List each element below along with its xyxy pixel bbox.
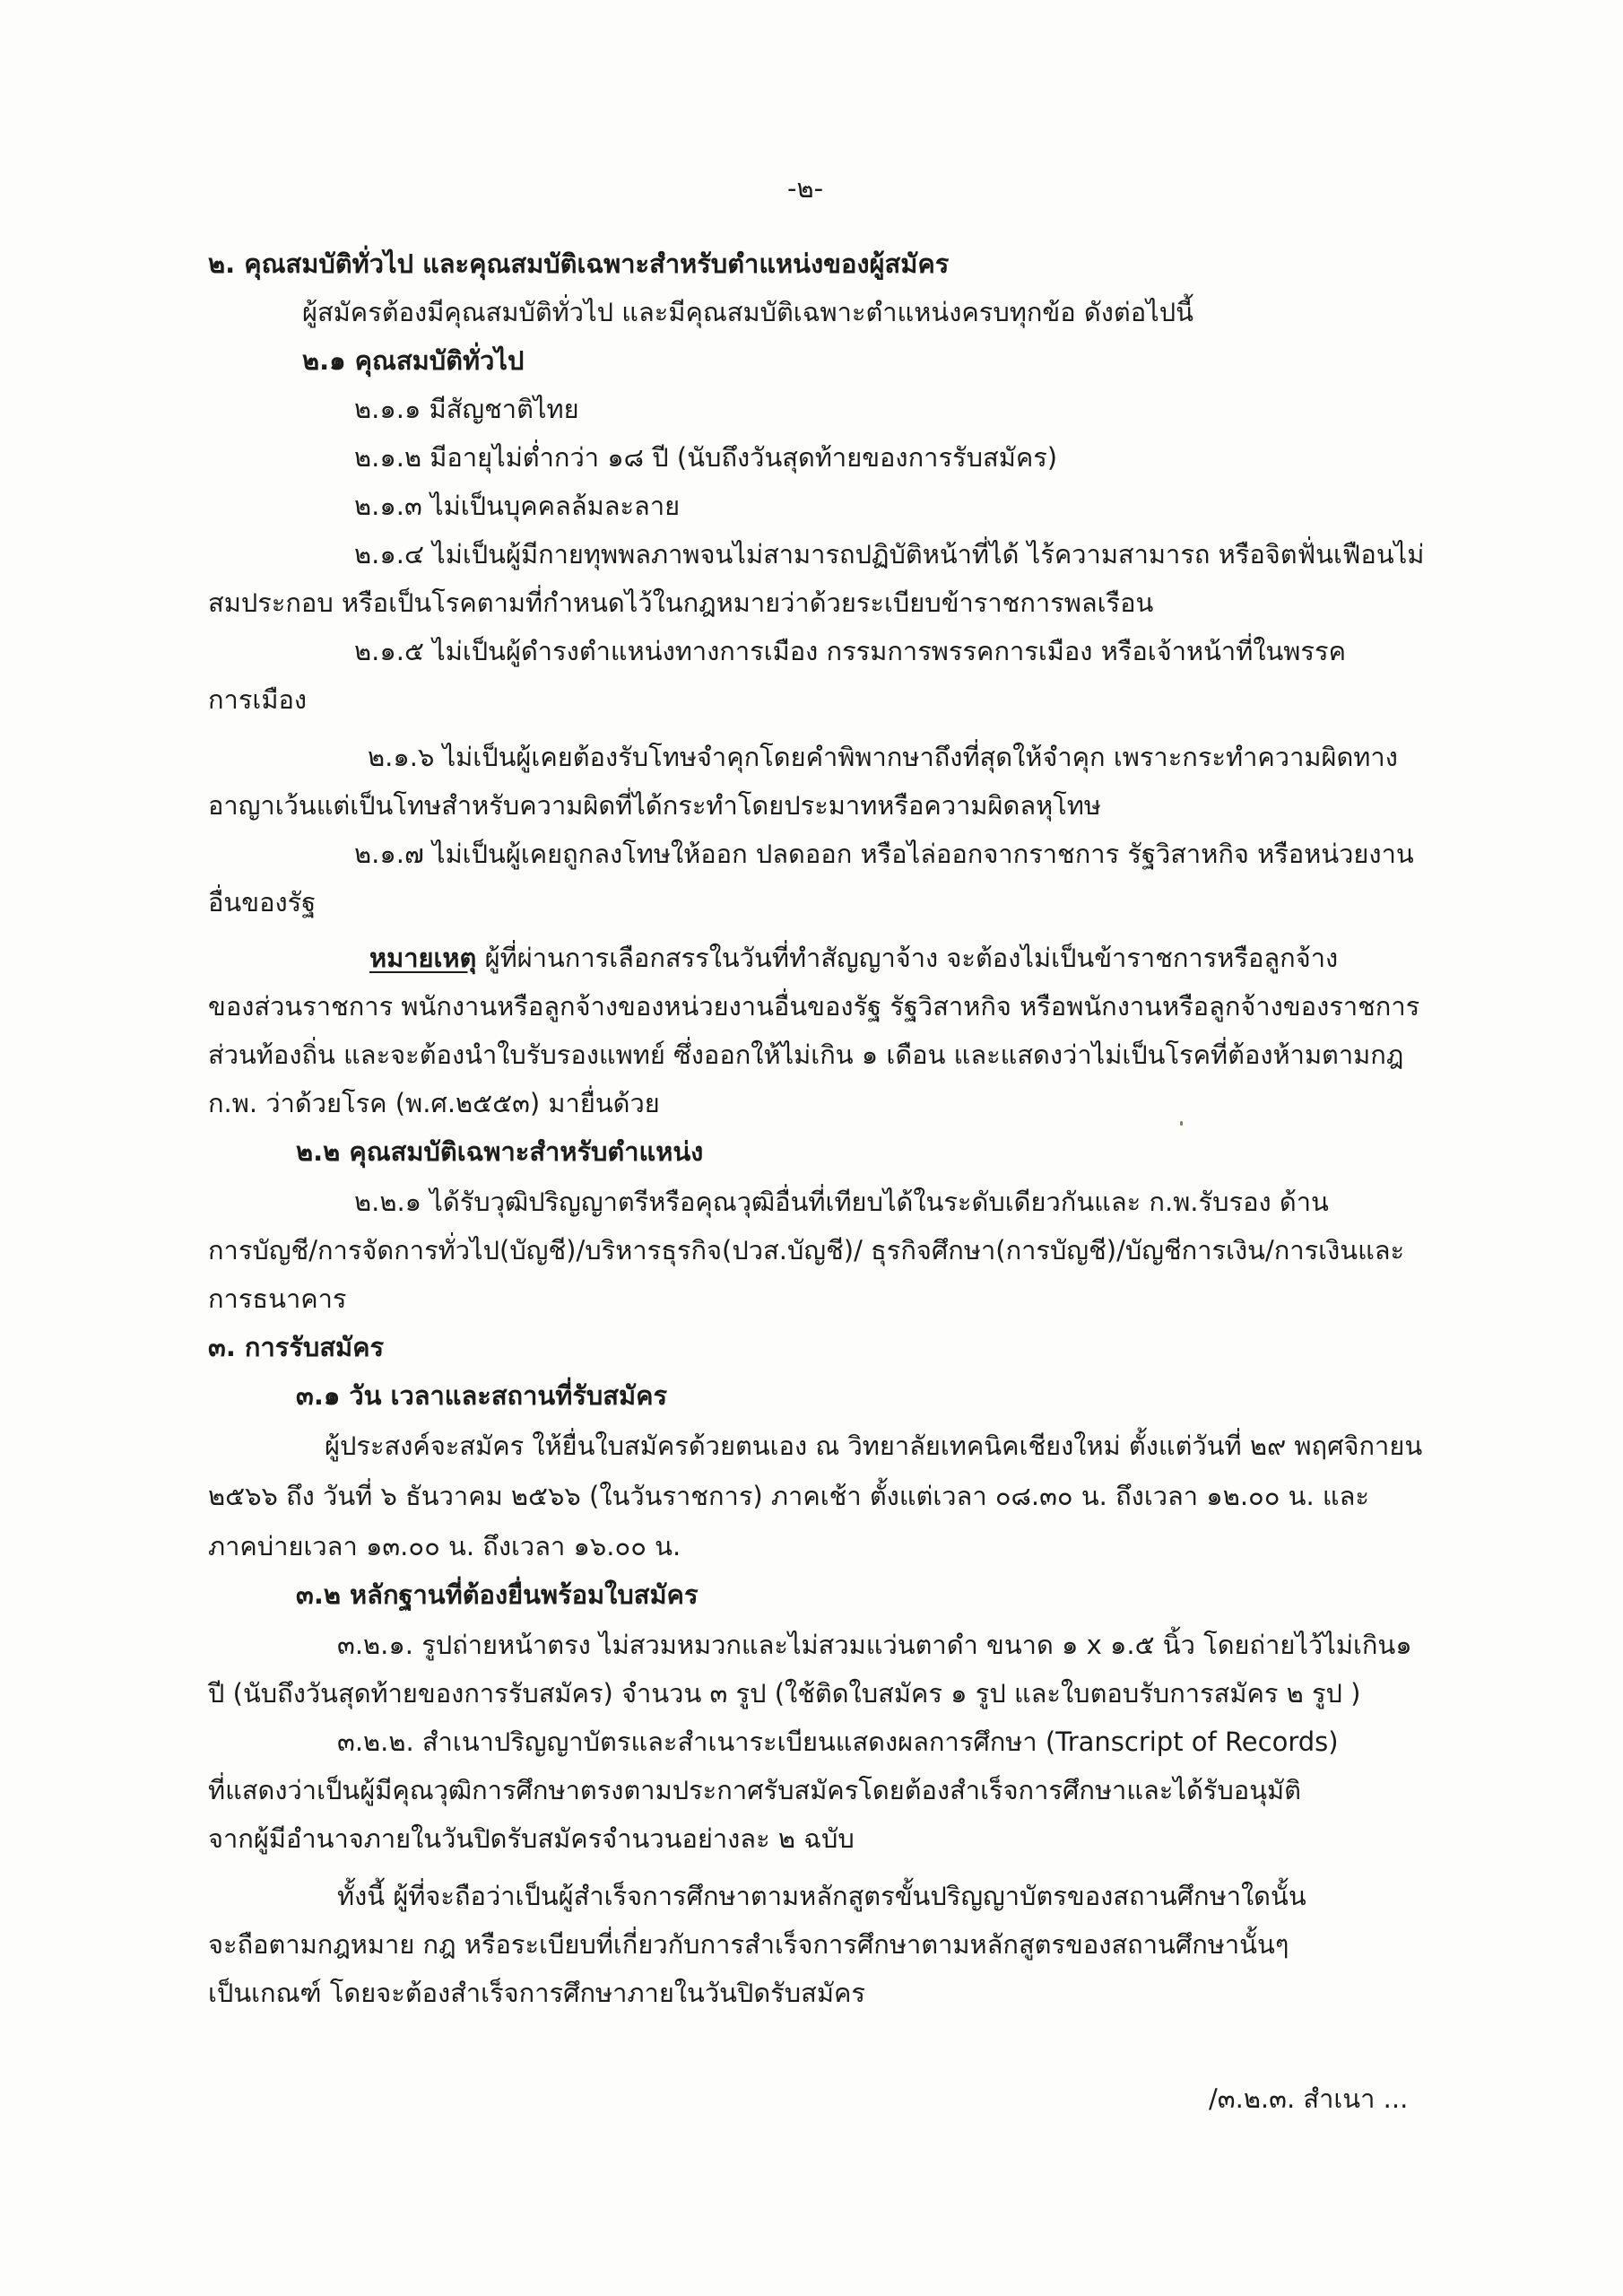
section-3-heading: ๓. การรับสมัคร bbox=[208, 1332, 385, 1362]
page-number: -๒- bbox=[787, 173, 824, 204]
item-2-1-7-line2: อื่นของรัฐ bbox=[208, 887, 317, 918]
section-3-1-line3: ภาคบ่ายเวลา ๑๓.๐๐ น. ถึงเวลา ๑๖.๐๐ น. bbox=[208, 1531, 681, 1561]
item-2-2-1-line1: ๒.๒.๑ ได้รับวุฒิปริญญาตรีหรือคุณวุฒิอื่นที่เทียบได้ในระดับเดียวกันและ ก.พ.รับรอง ด้าน bbox=[354, 1187, 1329, 1217]
item-2-1-6-line1: ๒.๑.๖ ไม่เป็นผู้เคยต้องรับโทษจำคุกโดยคำพิพากษาถึงที่สุดให้จำคุก เพราะกระทำความผิดทาง bbox=[368, 742, 1398, 772]
section-3-1-line2: ๒๕๖๖ ถึง วันที่ ๖ ธันวาคม ๒๕๖๖ (ในวันราชการ) ภาคเช้า ตั้งแต่เวลา ๐๘.๓๐ น. ถึงเวลา ๑๒.๐๐ น. และ bbox=[208, 1481, 1369, 1511]
item-3-2-2-line1: ๓.๒.๒. สำเนาปริญญาบัตรและสำเนาระเบียนแสดงผลการศึกษา (Transcript of Records) bbox=[337, 1726, 1339, 1757]
section-2-intro: ผู้สมัครต้องมีคุณสมบัติทั่วไป และมีคุณสมบัติเฉพาะตำแหน่งครบทุกข้อ ดังต่อไปนี้ bbox=[302, 297, 1193, 327]
subsection-3-1-heading: ๓.๑ วัน เวลาและสถานที่รับสมัคร bbox=[296, 1380, 668, 1411]
remark-line2: จะถือตามกฎหมาย กฎ หรือระเบียบที่เกี่ยวกับการสำเร็จการศึกษาตามหลักสูตรของสถานศึกษานั้นๆ bbox=[208, 1929, 1289, 1960]
note-label: หมายเหตุ bbox=[369, 943, 477, 973]
item-3-2-2-line3: จากผู้มีอำนาจภายในวันปิดรับสมัครจำนวนอย่างละ ๒ ฉบับ bbox=[208, 1823, 855, 1854]
item-3-2-2-line2: ที่แสดงว่าเป็นผู้มีคุณวุฒิการศึกษาตรงตามประกาศรับสมัครโดยต้องสำเร็จการศึกษาและได้รับอนุมัติ bbox=[208, 1775, 1301, 1805]
item-2-1-7-line1: ๒.๑.๗ ไม่เป็นผู้เคยถูกลงโทษให้ออก ปลดออก หรือไล่ออกจากราชการ รัฐวิสาหกิจ หรือหน่วยงาน bbox=[354, 839, 1414, 869]
note-text: ผู้ที่ผ่านการเลือกสรรในวันที่ทำสัญญาจ้าง จะต้องไม่เป็นข้าราชการหรือลูกจ้าง bbox=[476, 943, 1339, 973]
item-2-1-1: ๒.๑.๑ มีสัญชาติไทย bbox=[354, 394, 579, 424]
item-2-1-2: ๒.๑.๒ มีอายุไม่ต่ำกว่า ๑๘ ปี (นับถึงวันสุดท้ายของการรับสมัคร) bbox=[354, 442, 1058, 473]
item-2-1-3: ๒.๑.๓ ไม่เป็นบุคคลล้มละลาย bbox=[354, 491, 681, 521]
item-2-1-5-line1: ๒.๑.๕ ไม่เป็นผู้ดำรงตำแหน่งทางการเมือง กรรมการพรรคการเมือง หรือเจ้าหน้าที่ในพรรค bbox=[354, 636, 1346, 666]
section-3-1-line1: ผู้ประสงค์จะสมัคร ให้ยื่นใบสมัครด้วยตนเอง ณ วิทยาลัยเทคนิคเชียงใหม่ ตั้งแต่วันที่ ๒๙ พฤศจิกายน bbox=[325, 1431, 1423, 1461]
subsection-3-2-heading: ๓.๒ หลักฐานที่ต้องยื่นพร้อมใบสมัคร bbox=[296, 1579, 699, 1610]
continuation-note: /๓.๒.๓. สำเนา ... bbox=[1209, 2083, 1409, 2114]
note-line3: ส่วนท้องถิ่น และจะต้องนำใบรับรองแพทย์ ซึ่งออกให้ไม่เกิน ๑ เดือน และแสดงว่าไม่เป็นโรคที่ต้องห้ามตามกฎ bbox=[208, 1039, 1404, 1070]
remark-line3: เป็นเกณฑ์ โดยจะต้องสำเร็จการศึกษาภายในวันปิดรับสมัคร bbox=[208, 1978, 865, 2008]
remark-line1: ทั้งนี้ ผู้ที่จะถือว่าเป็นผู้สำเร็จการศึกษาตามหลักสูตรขั้นปริญญาบัตรของสถานศึกษาใดนั้น bbox=[337, 1881, 1306, 1911]
subsection-2-1-heading: ๒.๑ คุณสมบัติทั่วไป bbox=[302, 345, 525, 376]
item-2-1-4-line1: ๒.๑.๔ ไม่เป็นผู้มีกายทุพพลภาพจนไม่สามารถปฏิบัติหน้าที่ได้ ไร้ความสามารถ หรือจิตฟั่นเฟือนไม่ bbox=[354, 539, 1425, 570]
note-line4: ก.พ. ว่าด้วยโรค (พ.ศ.๒๕๕๓) มายื่นด้วย bbox=[208, 1088, 660, 1118]
item-2-2-1-line3: การธนาคาร bbox=[208, 1283, 347, 1314]
item-3-2-1-line2: ปี (นับถึงวันสุดท้ายของการรับสมัคร) จำนวน ๓ รูป (ใช้ติดใบสมัคร ๑ รูป และใบตอบรับการสมัคร ๒ รูป ) bbox=[208, 1678, 1361, 1709]
item-2-2-1-line2: การบัญชี/การจัดการทั่วไป(บัญชี)/บริหารธุรกิจ(ปวส.บัญชี)/ ธุรกิจศึกษา(การบัญชี)/บัญชีการเงิน/การเงินและ bbox=[208, 1235, 1405, 1265]
item-3-2-1-line1: ๓.๒.๑. รูปถ่ายหน้าตรง ไม่สวมหมวกและไม่สวมแว่นตาดำ ขนาด ๑ x ๑.๕ นิ้ว โดยถ่ายไว้ไม่เกิน๑ bbox=[337, 1630, 1412, 1660]
subsection-2-2-heading: ๒.๒ คุณสมบัติเฉพาะสำหรับตำแหน่ง bbox=[296, 1136, 704, 1167]
section-2-heading: ๒. คุณสมบัติทั่วไป และคุณสมบัติเฉพาะสำหรับตำแหน่งของผู้สมัคร bbox=[208, 248, 950, 279]
item-2-1-4-line2: สมประกอบ หรือเป็นโรคตามที่กำหนดไว้ในกฎหมายว่าด้วยระเบียบข้าราชการพลเรือน bbox=[208, 587, 1154, 618]
note-line2: ของส่วนราชการ พนักงานหรือลูกจ้างของหน่วยงานอื่นของรัฐ รัฐวิสาหกิจ หรือพนักงานหรือลูกจ้างของราชการ bbox=[208, 991, 1420, 1022]
note-line1 bbox=[369, 938, 1338, 978]
scan-speck bbox=[1180, 1121, 1183, 1126]
item-2-1-5-line2: การเมือง bbox=[208, 684, 308, 715]
item-2-1-6-line2: อาญาเว้นแต่เป็นโทษสำหรับความผิดที่ได้กระทำโดยประมาทหรือความผิดลหุโทษ bbox=[208, 790, 1102, 821]
